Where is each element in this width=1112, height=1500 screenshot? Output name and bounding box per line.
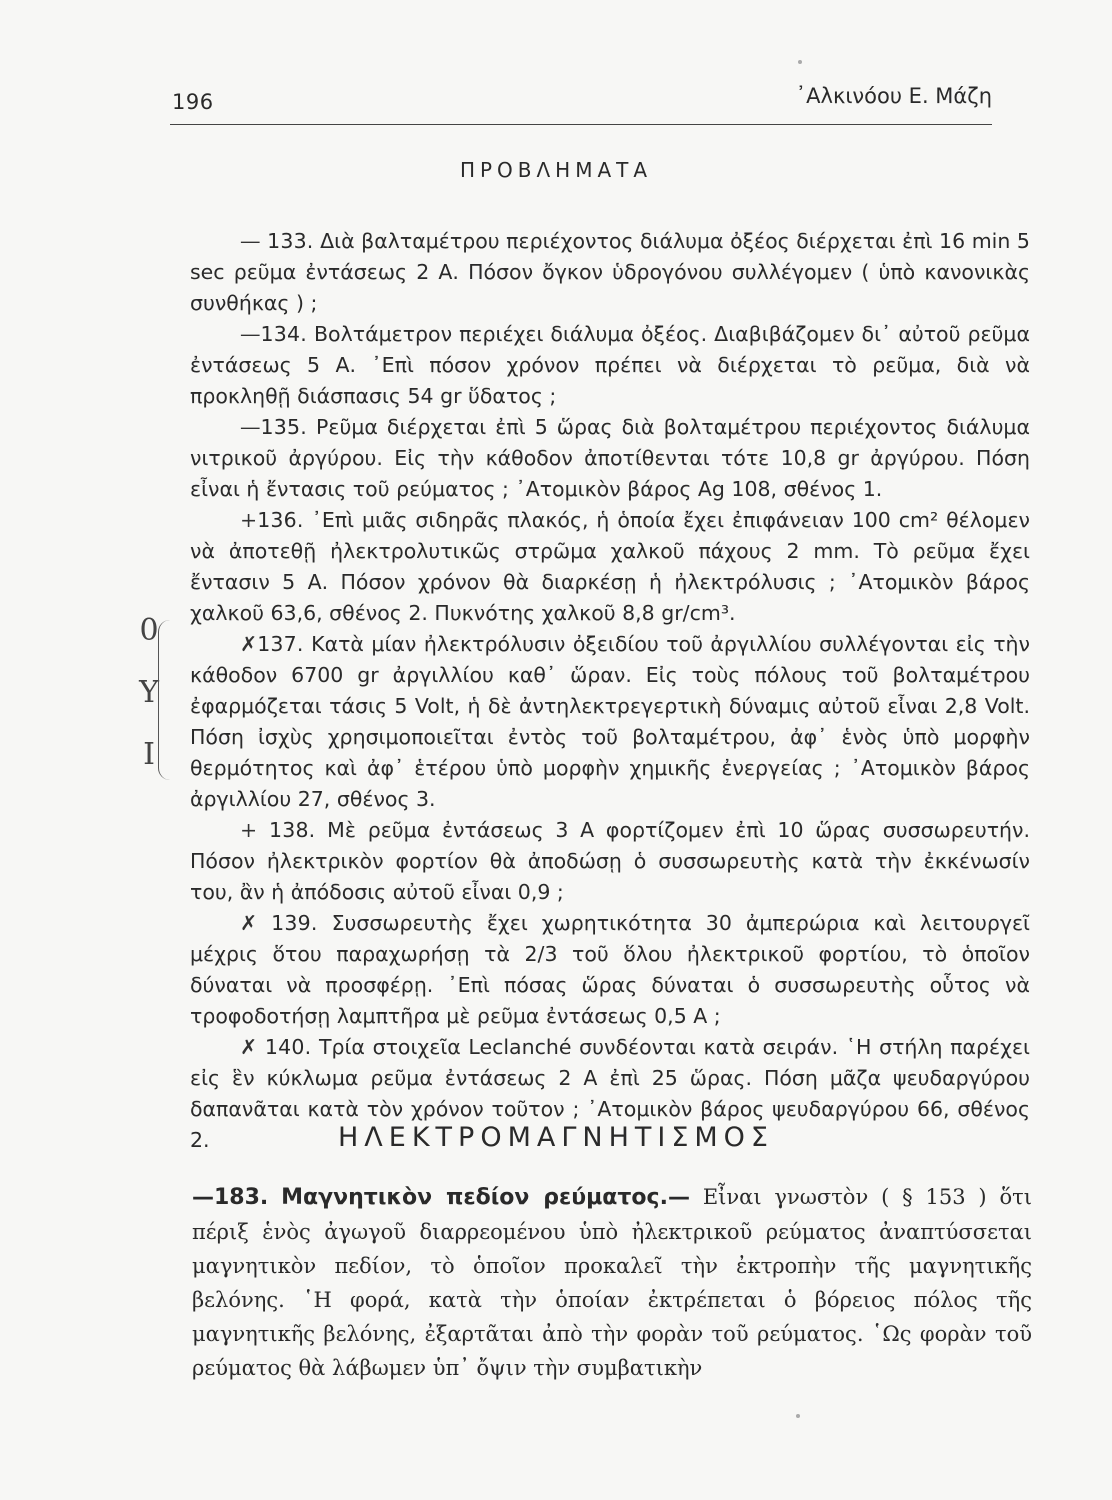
handwritten-mark: ✗ [240, 632, 258, 656]
problem-text: ᾿Επὶ μιᾶς σιδηρᾶς πλακός, ἡ ὁποία ἔχει ἐπιφάνειαν 100 cm² θέλομεν νὰ ἀποτεθῇ ἠλεκτρολυτικῶς στρῶμα χαλκοῦ πάχους 2 mm. Τὸ ρεῦμα ἔχει ἔντασιν 5 Α. Πόσον χρόνον θὰ διαρκέσῃ ἡ ἠλεκτρόλυσις ; ᾿Ατομικὸν βάρος χαλκοῦ 63,6, σθένος 2. Πυκνότης χαλκοῦ 8,8 gr/cm³. [190, 508, 1030, 625]
margin-letter: I [143, 737, 155, 772]
page-header [170, 80, 992, 125]
handwritten-mark: ✗ [240, 1035, 258, 1059]
section-number: 183. [214, 1185, 269, 1210]
problem-text: Διὰ βαλταμέτρου περιέχοντος διάλυμα ὀξέος διέρχεται ἐπὶ 16 min 5 sec ρεῦμα ἐντάσεως 2 Α. Πόσον ὄγκον ὑδρογόνου συλλέγομεν ( ὑπὸ κανονικὰς συνθήκας ) ; [190, 229, 1030, 315]
section-title: ΗΛΕΚΤΡΟΜΑΓΝΗΤΙΣΜΟΣ [338, 1122, 774, 1153]
section-heading: Μαγνητικὸν πεδίον ρεύματος.— [281, 1185, 690, 1210]
problem-item [190, 319, 1030, 412]
problem-number: 133. [267, 229, 314, 253]
problem-item [190, 815, 1030, 908]
handwritten-mark: — [192, 1185, 214, 1210]
handwritten-mark: + [240, 508, 258, 532]
problem-item [190, 505, 1030, 629]
problem-text: Ρεῦμα διέρχεται ἐπὶ 5 ὥρας διὰ βολταμέτρου περιέχοντος διάλυμα νιτρικοῦ ἀργύρου. Εἰς τὴν κάθοδον ἀποτίθενται τότε 10,8 gr ἀργύρου. Πόση εἶναι ἡ ἔντασις τοῦ ρεύματος ; ᾿Ατομικὸν βάρος Ag 108, σθένος 1. [190, 415, 1030, 501]
problem-number: 136. [257, 508, 304, 532]
problem-number: 139. [271, 911, 318, 935]
problem-item [190, 629, 1030, 815]
page-number: 196 [172, 90, 214, 114]
section-paragraph [192, 1180, 1032, 1385]
problem-number: 137. [257, 632, 304, 656]
problems-title: ΠΡΟΒΛΗΜΑΤΑ [459, 158, 653, 182]
section-text: Εἶναι γνωστὸν ( § 153 ) ὅτι πέριξ ἑνὸς ἀγωγοῦ διαρρεομένου ὑπὸ ἠλεκτρικοῦ ρεύματος ἀναπτύσσεται μαγνητικὸν πεδίον, τὸ ὁποῖον προκαλεῖ τὴν ἐκτροπὴν τῆς μαγνητικῆς βελόνης. ῾Η φορά, κατὰ τὴν ὁποίαν ἐκτρέπεται ὁ βόρειος πόλος τῆς μαγνητικῆς βελόνης, ἐξαρτᾶται ἀπὸ τὴν φορὰν τοῦ ρεύματος. ῾Ως φορὰν τοῦ ρεύματος θὰ λάβωμεν ὑπ᾿ ὄψιν τὴν συμβατικὴν [192, 1185, 1032, 1380]
problem-item [190, 412, 1030, 505]
problem-text: Μὲ ρεῦμα ἐντάσεως 3 Α φορτίζομεν ἐπὶ 10 ὥρας συσσωρευτήν. Πόσον ἠλεκτρικὸν φορτίον θὰ ἀποδώσῃ ὁ συσσωρευτὴς κατὰ τὴν ἐκκένωσίν του, ἂν ἡ ἀπόδοσις αὐτοῦ εἶναι 0,9 ; [190, 818, 1030, 904]
problem-number: 138. [268, 818, 316, 842]
problem-text: Κατὰ μίαν ἠλεκτρόλυσιν ὀξειδίου τοῦ ἀργιλλίου συλλέγονται εἰς τὴν κάθοδον 6700 gr ἀργιλλίου καθ᾿ ὥραν. Εἰς τοὺς πόλους τοῦ βολταμέτρου ἐφαρμόζεται τάσις 5 Volt, ἡ δὲ ἀντηλεκτρεγερτικὴ δύναμις αὐτοῦ εἶναι 2,8 Volt. Πόση ἰσχὺς χρησιμοποιεῖται ἐντὸς τοῦ βολταμέτρου, ἀφ᾿ ἑνὸς ὑπὸ μορφὴν θερμότητος καὶ ἀφ᾿ ἑτέρου ὑπὸ μορφὴν χημικῆς ἐνεργείας ; ᾿Ατομικὸν βάρος ἀργιλλίου 27, σθένος 3. [190, 632, 1030, 811]
handwritten-mark: — [240, 322, 261, 346]
problem-number: 135. [260, 415, 307, 439]
handwritten-mark: — [240, 415, 261, 439]
problem-number: 134. [260, 322, 307, 346]
section-body [192, 1180, 1032, 1385]
scan-speck [796, 1414, 800, 1418]
handwritten-brace [158, 620, 179, 780]
handwritten-mark: — [240, 229, 261, 253]
margin-letter: 0 [139, 613, 159, 648]
problems-list [190, 226, 1030, 1156]
handwritten-mark: ✗ [240, 911, 258, 935]
handwritten-mark: + [240, 818, 258, 842]
running-head: ᾿Αλκινόου Ε. Μάζη [795, 84, 992, 108]
problem-text: Τρία στοιχεῖα Leclanché συνδέονται κατὰ σειράν. ῾Η στήλη παρέχει εἰς ἓν κύκλωμα ρεῦμα ἐντάσεως 2 Α ἐπὶ 25 ὥρας. Πόση μᾶζα ψευδαργύρου δαπανᾶται κατὰ τὸν χρόνον τοῦτον ; ᾿Ατομικὸν βάρος ψευδαργύρου 66, σθένος 2. [190, 1035, 1030, 1152]
problem-text: Συσσωρευτὴς ἔχει χωρητικότητα 30 ἀμπερώρια καὶ λειτουργεῖ μέχρις ὅτου παραχωρήσῃ τὰ 2/3 τοῦ ὅλου ἠλεκτρικοῦ φορτίου, τὸ ὁποῖον δύναται νὰ προσφέρῃ. ᾿Επὶ πόσας ὥρας δύναται ὁ συσσωρευτὴς οὗτος νὰ τροφοδοτήσῃ λαμπτῆρα μὲ ρεῦμα ἐντάσεως 0,5 Α ; [190, 911, 1030, 1028]
scan-speck [798, 60, 802, 64]
problem-number: 140. [264, 1035, 312, 1059]
problem-item [190, 226, 1030, 319]
problem-item [190, 908, 1030, 1032]
margin-letter: Y [139, 675, 159, 710]
problem-text: Βολτάμετρον περιέχει διάλυμα ὀξέος. Διαβιβάζομεν δι᾿ αὐτοῦ ρεῦμα ἐντάσεως 5 Α. ᾿Επὶ πόσον χρόνον πρέπει νὰ διέρχεται τὸ ρεῦμα, διὰ νὰ προκληθῇ διάσπασις 54 gr ὕδατος ; [190, 322, 1030, 408]
